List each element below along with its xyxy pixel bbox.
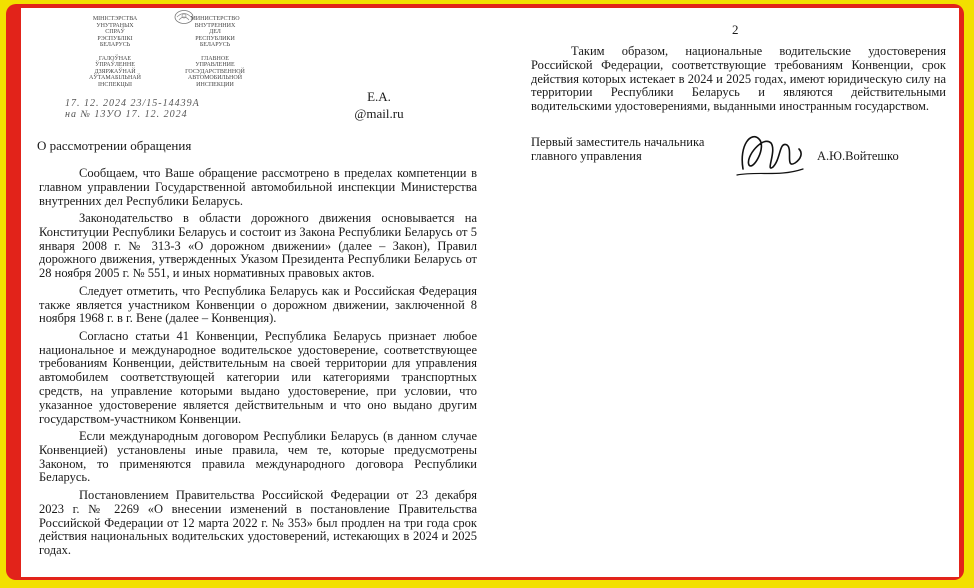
letterhead-line: РЕСПУБЛИКИ <box>195 35 235 42</box>
paragraph: Постановлением Правительства Российской Федерации от 23 декабря 2023 г. № 2269 «О внесении изменений в постановление Правительства Российской Федерации от 12 марта 2022 г. № 353» был продлен на три года срок действия национальных водительских удостоверений, истекающих в 2024 и 2025 годах. <box>39 487 477 558</box>
letterhead-line: ІНСПЕКЦЫІ <box>98 81 132 88</box>
recipient-name: Е.А. <box>367 89 391 104</box>
signer-title-line: Первый заместитель начальника <box>531 135 705 149</box>
letterhead-line: ИНСПЕКЦИИ <box>196 81 234 88</box>
letterhead-line: ДЗЯРЖАЎНАЙ <box>94 68 136 75</box>
handwritten-signature <box>729 125 809 187</box>
signer-title <box>531 136 704 164</box>
letter-sheet <box>21 8 959 577</box>
letterhead-line: ГОСУДАРСТВЕННОЙ <box>185 68 245 75</box>
letterhead-line <box>185 49 245 56</box>
letterhead-line: ДЕЛ <box>209 29 221 36</box>
letterhead-line: АЎТАМАБІЛЬНАЙ <box>89 75 141 82</box>
paragraph: Законодательство в области дорожного движения основывается на Конституции Республики Беларусь и состоит из Закона Республики Беларусь от 5 января 2008 г. № 313-З «О дорожном движении» (далее – Закон), Правил дорожного движения, утвержденных Указом Президента Республики Беларусь от 28 ноября 2005 г. № 551, и иных нормативных правовых актов. <box>39 211 477 281</box>
recipient-email: @mail.ru <box>354 106 404 121</box>
signer-name: А.Ю.Войтешко <box>817 149 899 163</box>
letter-subject: О рассмотрении обращения <box>37 138 192 153</box>
letterhead-line: МИНИСТЕРСТВО <box>190 16 240 22</box>
letterhead-line: МІНІСТЭРСТВА <box>92 16 138 22</box>
letterhead-line: ВНУТРЕННИХ <box>194 22 236 29</box>
letterhead-line: УНУТРАНЫХ <box>96 22 134 29</box>
letter-page-1 <box>21 8 491 577</box>
letterhead-line: АВТОМОБИЛЬНОЙ <box>187 75 243 82</box>
letter-body <box>39 167 477 562</box>
paragraph: Если международным договором Республики Беларусь (в данном случае Конвенцией) установлены иные правила, чем те, которые предусмотрены Законом, то применяются правила международного договора Республики Беларусь. <box>39 429 477 485</box>
signer-title-line: главного управления <box>531 148 642 163</box>
letterhead-line: ГАЛОЎНАЕ ЎПРАЎЛЕННЕ <box>95 55 135 69</box>
letterhead-line: СПРАЎ <box>105 29 125 36</box>
conclusion-paragraph: Таким образом, национальные водительские удостоверения Российской Федерации, соответствующие требованиям Конвенции, срок действия которых истекает в 2024 и 2025 годах, имеют юридическую силу на территории Республики Беларусь и являются действительными водительскими удостоверениями, выданными иностранным государством. <box>531 44 946 114</box>
recipient-block <box>319 88 439 122</box>
registration-date-line: 17. 12. 2024 23/15-14439А <box>65 98 200 109</box>
letter-page-2 <box>521 8 951 208</box>
page-number: 2 <box>732 22 739 37</box>
paragraph: Следует отметить, что Республика Беларусь как и Российская Федерация также является участником Конвенции о дорожном движении, заключенной 8 ноября 1968 г. в г. Вене (далее – Конвенция). <box>39 283 477 326</box>
letterhead-line: ГЛАВНОЕ УПРАВЛЕНИЕ <box>195 55 235 69</box>
letterhead-line: БЕЛАРУСЬ <box>199 42 231 49</box>
paragraph: Сообщаем, что Ваше обращение рассмотрено в пределах компетенции в главном управлении Государственной автомобильной инспекции Министерства внутренних дел Республики Беларусь. <box>39 166 477 208</box>
letterhead-belarusian <box>85 16 145 89</box>
letterhead-russian <box>185 16 245 89</box>
official-letterhead-stamp <box>65 8 265 103</box>
letterhead-line <box>85 49 145 56</box>
letterhead-line: БЕЛАРУСЬ <box>99 42 131 49</box>
paragraph: Согласно статьи 41 Конвенции, Республика Беларусь признает любое национальное и международное водительское удостоверение, соответствующее требованиям Конвенции, действительным на своей территории для управления автомобилем соответствующей категории или категориями транспортных средств, на управление которыми выдано удостоверение, при условии, что указанное удостоверение является действительным и что оно выдано другим государством-участником Конвенции. <box>39 328 477 426</box>
letterhead-line: РЭСПУБЛІКІ <box>97 35 133 42</box>
reference-number-line: на № 13УО 17. 12. 2024 <box>65 109 188 120</box>
